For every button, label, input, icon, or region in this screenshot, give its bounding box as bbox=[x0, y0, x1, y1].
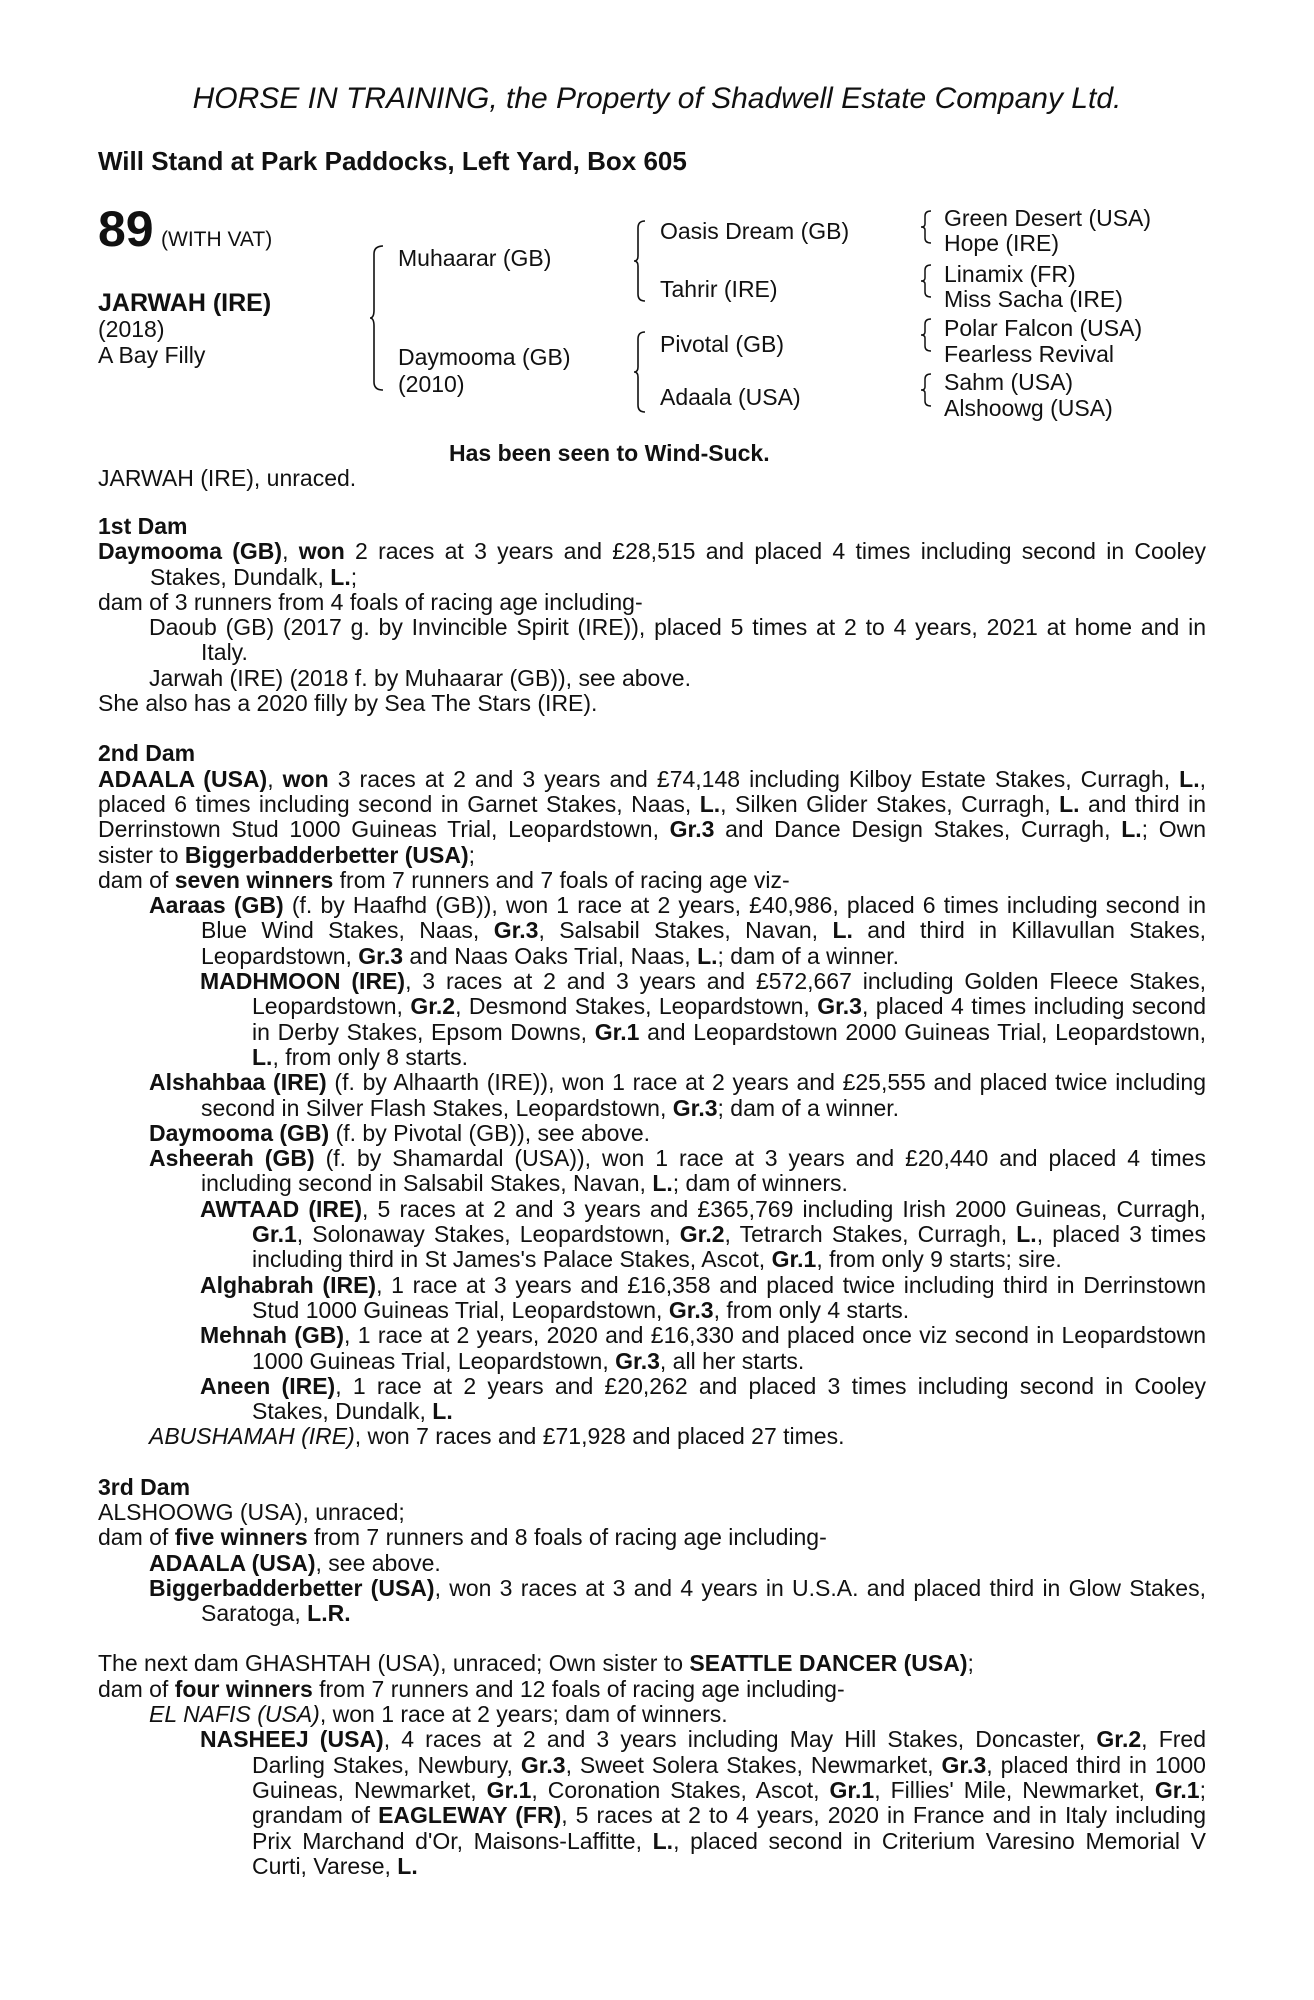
pedigree-g2: Hope (IRE) bbox=[944, 230, 1060, 256]
vat-note: (WITH VAT) bbox=[161, 228, 273, 251]
produce-alshahbaa: Alshahbaa (IRE) (f. by Alhaarth (IRE)), won 1 race at 2 years and £25,555 and placed twice including second in Silver Flash Stakes, Leopardstown, Gr.3; dam of a winner. bbox=[149, 1069, 1206, 1121]
produce-aneen: Aneen (IRE), 1 race at 2 years and £20,262 and placed 3 times including second in Cooley Stakes, Dundalk, L. bbox=[200, 1372, 1206, 1425]
produce-aaraas: Aaraas (GB) (f. by Haafhd (GB)), won 1 race at 2 years, £40,986, placed 6 times including second in Blue Wind Stakes, Naas, Gr.3, Salsabil Stakes, Navan, L. and third in Killavullan Stakes, Leopardstown, Gr.3 and Naas Oaks Trial, Naas, L.; dam of a winner. bbox=[149, 892, 1206, 969]
third-dam-heading: 3rd Dam bbox=[98, 1473, 191, 1500]
stand-location: Will Stand at Park Paddocks, Left Yard, Box 605 bbox=[98, 146, 687, 176]
produce-asheerah: Asheerah (GB) (f. by Shamardal (USA)), won 1 race at 3 years and £20,440 and placed 4 times including second in Salsabil Stakes, Navan, L.; dam of winners. bbox=[149, 1145, 1206, 1197]
pedigree-g5: Polar Falcon (USA) bbox=[944, 315, 1143, 341]
third-dam-record: ALSHOOWG (USA), unraced; bbox=[98, 1498, 405, 1525]
second-dam-heading: 2nd Dam bbox=[98, 740, 196, 767]
pedigree-g6: Fearless Revival bbox=[944, 341, 1114, 367]
pedigree-sire-sire: Oasis Dream (GB) bbox=[660, 218, 850, 244]
produce-daymooma: Daymooma (GB) (f. by Pivotal (GB)), see above. bbox=[149, 1119, 651, 1146]
pedigree-bracket-g1 bbox=[921, 210, 933, 244]
pedigree-bracket-g3 bbox=[921, 318, 933, 352]
pedigree-dam-year: (2010) bbox=[398, 371, 465, 397]
produce-biggerbadderbetter: Biggerbadderbetter (USA), won 3 races at 3 and 4 years in U.S.A. and placed third in Glow Stakes, Saratoga, L.R. bbox=[149, 1574, 1206, 1627]
pedigree-dam-sire: Pivotal (GB) bbox=[660, 331, 784, 357]
pedigree-dam: Daymooma (GB) bbox=[398, 344, 571, 370]
pedigree-g1: Green Desert (USA) bbox=[944, 205, 1152, 231]
third-dam-produce-summary: dam of five winners from 7 runners and 8 foals of racing age including- bbox=[98, 1524, 827, 1551]
unraced-note: JARWAH (IRE), unraced. bbox=[98, 465, 357, 491]
first-dam-also: She also has a 2020 filly by Sea The Stars (IRE). bbox=[98, 690, 598, 717]
produce-abushamah: ABUSHAMAH (IRE), won 7 races and £71,928 and placed 27 times. bbox=[149, 1423, 845, 1450]
produce-alghabrah: Alghabrah (IRE), 1 race at 3 years and £16,358 and placed twice including third in Derrinstown Stud 1000 Guineas Trial, Leopardstown, Gr.3, from only 4 starts. bbox=[200, 1271, 1206, 1323]
horse-name: JARWAH (IRE) bbox=[98, 289, 272, 317]
wind-suck-note: Has been seen to Wind-Suck. bbox=[449, 440, 770, 466]
pedigree-g7: Sahm (USA) bbox=[944, 369, 1074, 395]
pedigree-g3: Linamix (FR) bbox=[944, 261, 1076, 287]
produce-el-nafis: EL NAFIS (USA), won 1 race at 2 years; dam of winners. bbox=[149, 1701, 728, 1728]
pedigree-bracket-main bbox=[370, 245, 386, 391]
produce-adaala: ADAALA (USA), see above. bbox=[149, 1549, 441, 1576]
pedigree-sire-dam: Tahrir (IRE) bbox=[660, 276, 778, 302]
fourth-dam-produce-summary: dam of four winners from 7 runners and 12 foals of racing age including- bbox=[98, 1675, 845, 1702]
pedigree-sire: Muhaarar (GB) bbox=[398, 245, 552, 271]
pedigree-bracket-dam bbox=[634, 331, 648, 413]
fourth-dam-record: The next dam GHASHTAH (USA), unraced; Own sister to SEATTLE DANCER (USA); bbox=[98, 1650, 974, 1677]
first-dam-heading: 1st Dam bbox=[98, 513, 188, 539]
first-dam-produce-item: Daoub (GB) (2017 g. by Invincible Spirit (IRE)), placed 5 times at 2 to 4 years, 2021 at home and in Italy. bbox=[149, 614, 1206, 666]
horse-year: (2018) bbox=[98, 316, 165, 342]
produce-nasheej: NASHEEJ (USA), 4 races at 2 and 3 years including May Hill Stakes, Doncaster, Gr.2, Fred Darling Stakes, Newbury, Gr.3, Sweet Solera Stakes, Newmarket, Gr.3, placed third in 1000 Guineas, Newmarket, Gr.1, Coronation Stakes, Ascot, Gr.1, Fillies' Mile, Newmarket, Gr.1; grandam of EAGLEWAY (FR), 5 races at 2 to 4 years, 2020 in France and in Italy including Prix Marchand d'Or, Maisons-Laffitte, L., placed second in Criterium Varesino Memorial V Curti, Varese, L. bbox=[200, 1726, 1206, 1879]
produce-awtaad: AWTAAD (IRE), 5 races at 2 and 3 years and £365,769 including Irish 2000 Guineas, Curragh, Gr.1, Solonaway Stakes, Leopardstown, Gr.2, Tetrarch Stakes, Curragh, L., placed 3 times including third in St James's Palace Stakes, Ascot, Gr.1, from only 9 starts; sire. bbox=[200, 1195, 1206, 1273]
pedigree-bracket-sire bbox=[634, 220, 648, 302]
produce-mehnah: Mehnah (GB), 1 race at 2 years, 2020 and £16,330 and placed once viz second in Leopardstown 1000 Guineas Trial, Leopardstown, Gr.3, all her starts. bbox=[200, 1322, 1206, 1374]
horse-description: A Bay Filly bbox=[98, 342, 206, 368]
second-dam-produce-summary: dam of seven winners from 7 runners and 7 foals of racing age viz- bbox=[98, 866, 790, 893]
first-dam-produce-item: Jarwah (IRE) (2018 f. by Muhaarar (GB)), see above. bbox=[149, 664, 691, 691]
pedigree-bracket-g4 bbox=[921, 373, 933, 407]
pedigree-dam-dam: Adaala (USA) bbox=[660, 384, 801, 410]
pedigree-g4: Miss Sacha (IRE) bbox=[944, 286, 1123, 312]
pedigree-g8: Alshoowg (USA) bbox=[944, 395, 1113, 421]
page-title: HORSE IN TRAINING, the Property of Shadwell Estate Company Ltd. bbox=[192, 82, 1122, 115]
pedigree-bracket-g2 bbox=[921, 264, 933, 298]
produce-madhmoon: MADHMOON (IRE), 3 races at 2 and 3 years and £572,667 including Golden Fleece Stakes, Leopardstown, Gr.2, Desmond Stakes, Leopardstown, Gr.3, placed 4 times including second in Derby Stakes, Epsom Downs, Gr.1 and Leopardstown 2000 Guineas Trial, Leopardstown, L., from only 8 starts. bbox=[200, 968, 1207, 1070]
second-dam-record: ADAALA (USA), won 3 races at 2 and 3 years and £74,148 including Kilboy Estate Stakes, Curragh, L., placed 6 times including second in Garnet Stakes, Naas, L., Silken Glider Stakes, Curragh, L. and third in Derrinstown Stud 1000 Guineas Trial, Leopardstown, Gr.3 and Dance Design Stakes, Curragh, L.; Own sister to Biggerbadderbetter (USA); bbox=[98, 765, 1207, 868]
first-dam-produce-summary: dam of 3 runners from 4 foals of racing age including- bbox=[98, 588, 643, 615]
first-dam-record: Daymooma (GB), won 2 races at 3 years and £28,515 and placed 4 times including second in Cooley Stakes, Dundalk, L.; bbox=[98, 538, 1206, 590]
catalogue-body bbox=[98, 514, 1206, 1879]
lot-number: 89 bbox=[98, 201, 154, 257]
